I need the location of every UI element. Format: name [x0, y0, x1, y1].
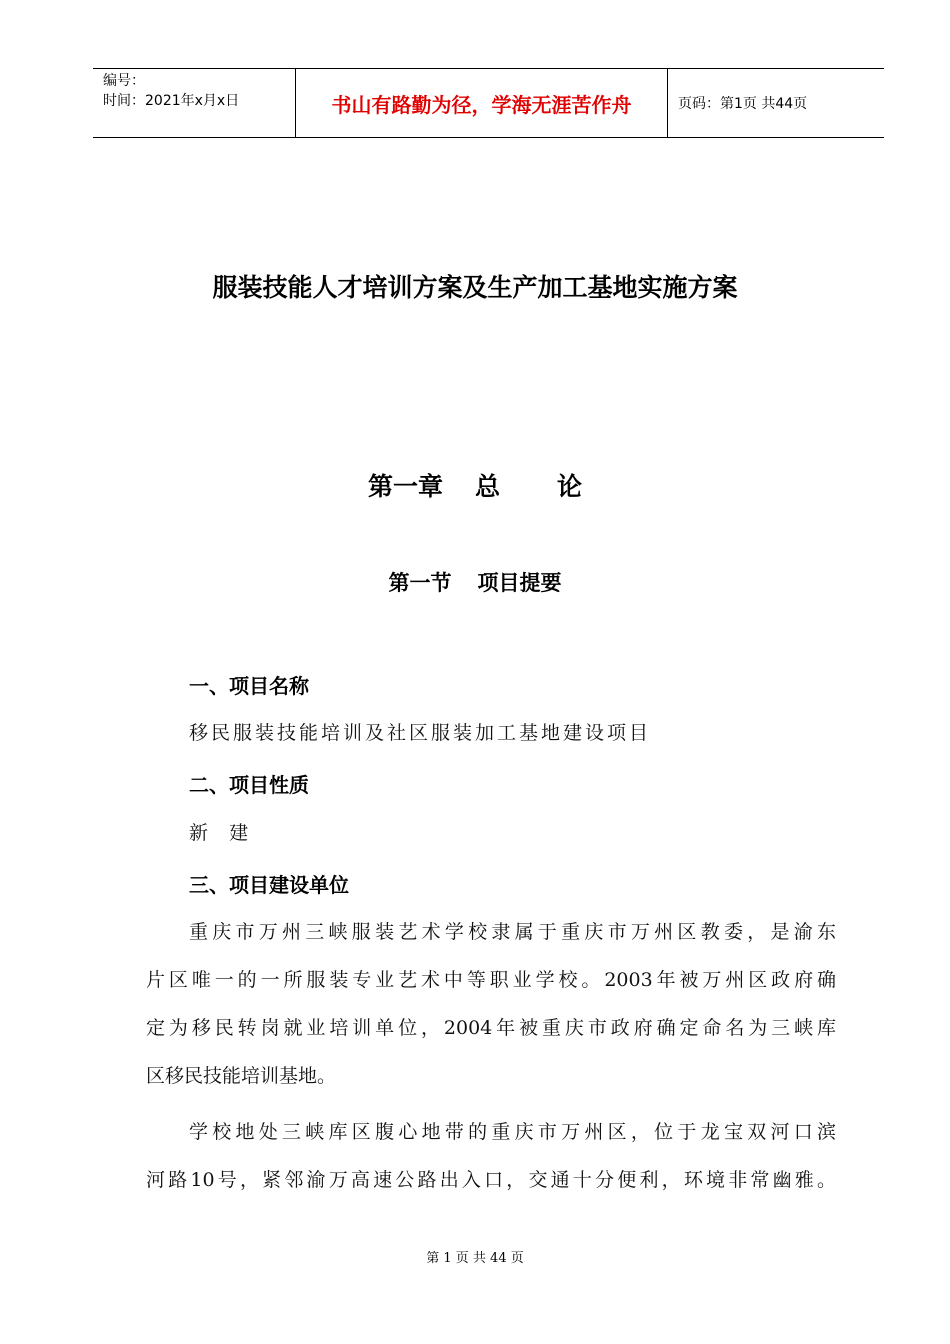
paragraph-1 [146, 908, 836, 1100]
paragraph-2-line: 河路10号，紧邻渝万高速公路出入口，交通十分便利，环境非常幽雅。 [146, 1169, 836, 1191]
item-heading-2: 二、项目性质 [189, 773, 309, 797]
section-prefix: 第一节 [388, 571, 452, 595]
item-text-1: 移民服装技能培训及社区服装加工基地建设项目 [189, 722, 652, 744]
page-footer: 第 1 页 共 44 页 [426, 1251, 524, 1266]
paragraph-1-line: 定为移民转岗就业培训单位，2004年被重庆市政府确定命名为三峡库 [146, 1017, 836, 1039]
header-page-info: 页码：第1页 共44页 [678, 96, 808, 112]
chapter-heading [0, 467, 950, 503]
header-meta [93, 69, 295, 137]
time-label: 时间：2021年x月x日 [103, 93, 240, 109]
item-heading-1: 一、项目名称 [189, 674, 309, 698]
section-name: 项目提要 [477, 571, 562, 595]
number-label: 编号： [103, 73, 145, 89]
item-heading-3: 三、项目建设单位 [189, 873, 349, 897]
paragraph-1-line: 区移民技能培训基地。 [146, 1065, 337, 1087]
section-heading [0, 567, 950, 597]
header-motto: 书山有路勤为径，学海无涯苦作舟 [295, 69, 668, 137]
paragraph-2 [146, 1108, 836, 1204]
item-text-2: 新 建 [189, 822, 252, 844]
document-title: 服装技能人才培训方案及生产加工基地实施方案 [212, 273, 738, 302]
chapter-word-1: 总 [474, 472, 500, 501]
paragraph-1-line: 重庆市万州三峡服装艺术学校隶属于重庆市万州区教委，是渝东 [189, 921, 836, 943]
paragraph-2-line: 学校地处三峡库区腹心地带的重庆市万州区，位于龙宝双河口滨 [189, 1121, 836, 1143]
chapter-prefix: 第一章 [367, 472, 443, 501]
header-table [93, 68, 884, 138]
paragraph-1-line: 片区唯一的一所服装专业艺术中等职业学校。2003年被万州区政府确 [146, 969, 836, 991]
chapter-word-2: 论 [557, 472, 583, 501]
